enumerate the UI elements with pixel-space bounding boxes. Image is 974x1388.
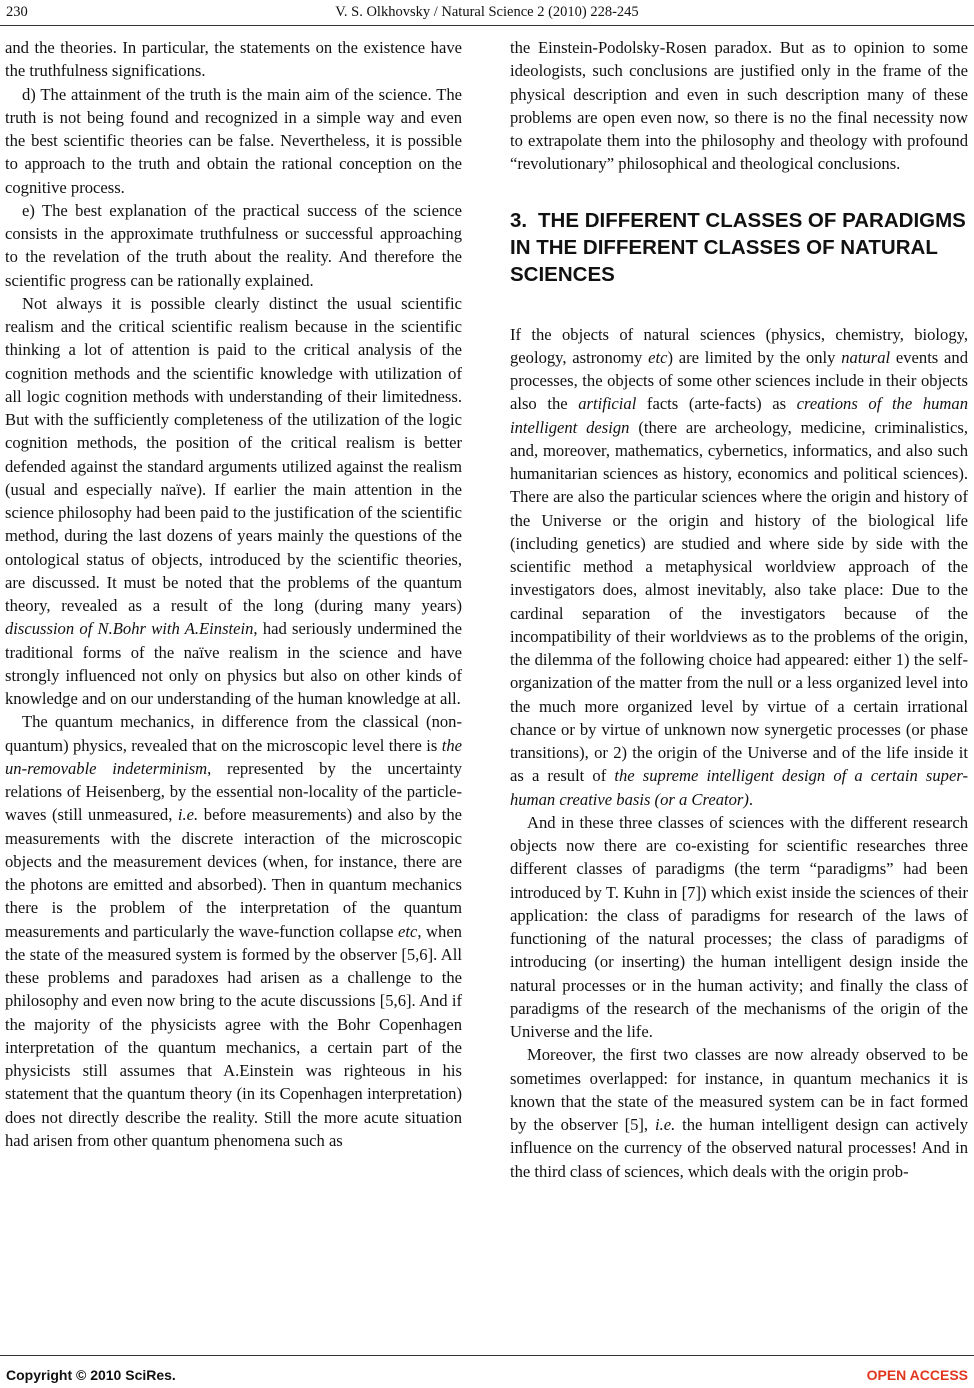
text-run: facts (arte-facts) as bbox=[636, 394, 797, 414]
section-title: THE DIFFERENT CLASSES OF PARADIGMS IN THE DIFFERENT CLASSES OF NATURAL SCIENCES bbox=[510, 208, 966, 286]
text-run: before measurements) and also by the measurements with the discrete interaction of the microscopic objects and the measurement devices (when, for instance, there are the photons are emitted and absorbed). Then in quantum mechanics there is the problem of the interpretation of the quantum measurements and particularly the wave-function collapse bbox=[5, 805, 462, 941]
paragraph: e) The best explanation of the practical success of the science consists in the approximate truthfulness or successful approaching to the revelation of the truth about the reality. And therefore the scientific progress can be rationally explained. bbox=[5, 200, 462, 290]
open-access-label: OPEN ACCESS bbox=[866, 1367, 968, 1383]
text-run: the human intelligent design can actively influence on the currency of the observed natural processes! And in the third class of sciences, which deals with the origin prob- bbox=[510, 1115, 968, 1181]
italic-text: i.e. bbox=[177, 805, 199, 825]
text-run: . bbox=[748, 789, 754, 809]
paragraph: d) The attainment of the truth is the main aim of the science. The truth is not being found and recognized in a simple way and even the best scientific theories can be false. Nevertheless, it is possible to approach to the truth and obtain the rational conception on the cognitive process. bbox=[5, 84, 462, 197]
paragraph: the Einstein-Podolsky-Rosen paradox. But as to opinion to some ideologists, such conclusions are justified only in the frame of the physical description and even in such description many of these problems are open even now, so there is no the final necessity now to extrapolate them into the philosophy and theology with profound “revolutionary” philosophical and theological conclusions. bbox=[510, 38, 968, 174]
text-run: , represented by the uncertainty relations of Heisenberg, by the essential non-locality of the particle-waves (still unmeasured, bbox=[5, 758, 463, 825]
paragraph bbox=[5, 710, 462, 1152]
italic-text: i.e. bbox=[654, 1115, 676, 1134]
italic-text: etc bbox=[398, 921, 418, 941]
text-run: (there are archeology, medicine, criminalistics, and, moreover, mathematics, cybernetics, informatics, and also such humanitarian sciences as history, economics and political sciences). There are also the particular sciences where the origin and history of the Universe or the origin and history of the biological life (including genetics) are studied and where side by side with the scientific method a metaphysical worldview approach of the investigators does, almost inevitably, also take place: Due to the cardinal separation of the investigators because of the incompatibility of their worldviews as to the problems of the origin, the dilemma of the following choice had appeared: either 1) the self-organization of the matter from the null or a less organized level into the much more organized level by virtue of a certain irrational chance or by virtue of unknown now synergetic processes (or phase transitions), or 2) the origin of the Universe and of the life inside it as a result of bbox=[510, 417, 968, 786]
italic-text: discussion of N.Bohr with A.Einstein bbox=[5, 619, 254, 639]
copyright-notice: Copyright © 2010 SciRes. bbox=[6, 1367, 176, 1383]
text-run: ) are limited by the only bbox=[667, 347, 842, 367]
text-run: Not always it is possible clearly distinct the usual scientific realism and the critical scientific realism because in the scientific thinking a lot of attention is paid to the critical analysis of the cognition methods and the scientific knowledge with utilization of all logic cognition methods with understanding of their limitedness. But with the sufficiently completeness of the utilization of the logic cognition methods, the position of the critical realism is better defended against the standard arguments utilized against the realism (usual and especially naïve). If earlier the main attention in the science philosophy had been paid to the justification of the scientific method, during the last dozens of years mainly the questions of the ontological status of objects, introduced by the scientific theories, are discussed. It must be noted that the problems of the quantum theory, revealed as a result of the long (during many years) bbox=[5, 293, 462, 615]
italic-text: etc bbox=[648, 347, 668, 367]
section-number: 3. bbox=[510, 208, 528, 232]
running-title: V. S. Olkhovsky / Natural Science 2 (2010) 228-245 bbox=[335, 4, 639, 20]
page-number: 230 bbox=[6, 4, 28, 20]
header-rule bbox=[0, 25, 974, 26]
text-run: , had seriously undermined the traditional forms of the naïve realism in the science and have strongly influenced not only on physics but also on other kinds of knowledge and on our understanding of the human knowledge at all. bbox=[5, 619, 462, 708]
text-run: Moreover, the first two classes are now already observed to be sometimes overlapped: for instance, in quantum mechanics it is known that the state of the measured system can be in fact formed by the observer [5], bbox=[510, 1045, 968, 1134]
section-heading bbox=[510, 207, 968, 288]
text-run: , when the state of the measured system is formed by the observer [5,6]. All these problems and paradoxes had arisen as a challenge to the philosophy and even now bring to the acute discussions [5,6]. And if the majority of the physicists agree with the Bohr Copenhagen interpretation of the quantum mechanics, a certain part of the physicists still assumes that A.Einstein was righteous in his statement that the quantum theory (in its Copenhagen interpretation) does not directly describe the reality. Still the more acute situation had arisen from other quantum phenomena such as bbox=[5, 921, 462, 1150]
right-column bbox=[510, 36, 968, 1183]
italic-text: the supreme intelligent design of a certain super-human creative basis (or a Creator) bbox=[510, 766, 968, 809]
paragraph bbox=[510, 323, 968, 811]
paragraph: and the theories. In particular, the statements on the existence have the truthfulness significations. bbox=[5, 38, 462, 81]
paragraph: And in these three classes of sciences with the different research objects now there are co-existing for scientific researches three different classes of paradigms (the term “paradigms” had been introduced by T. Kuhn in [7]) which exist inside the sciences of their application: the class of paradigms for research of the laws of functioning of the natural processes; the class of paradigms of introducing (or inserting) the human intelligent design inside the natural processes or in the human activity; and finally the class of paradigms of the research of the mechanisms of the origin of the Universe and the life. bbox=[510, 812, 968, 1041]
paragraph bbox=[510, 1043, 968, 1183]
text-run: events and processes, the objects of some other sciences include in their objects also the bbox=[510, 347, 968, 414]
left-column bbox=[5, 36, 462, 1152]
text-run: If the objects of natural sciences (physics, chemistry, biology, geology, astronomy bbox=[510, 324, 968, 367]
italic-text: creations of the human intelligent design bbox=[510, 394, 968, 437]
italic-text: the un-removable indeterminism bbox=[5, 735, 462, 778]
page-header bbox=[0, 0, 974, 28]
text-run: The quantum mechanics, in difference from the classical (non-quantum) physics, revealed that on the microscopic level there is bbox=[5, 712, 462, 755]
footer-rule bbox=[0, 1355, 974, 1356]
italic-text: natural bbox=[841, 347, 891, 367]
italic-text: artificial bbox=[578, 394, 637, 414]
paragraph bbox=[5, 292, 462, 711]
